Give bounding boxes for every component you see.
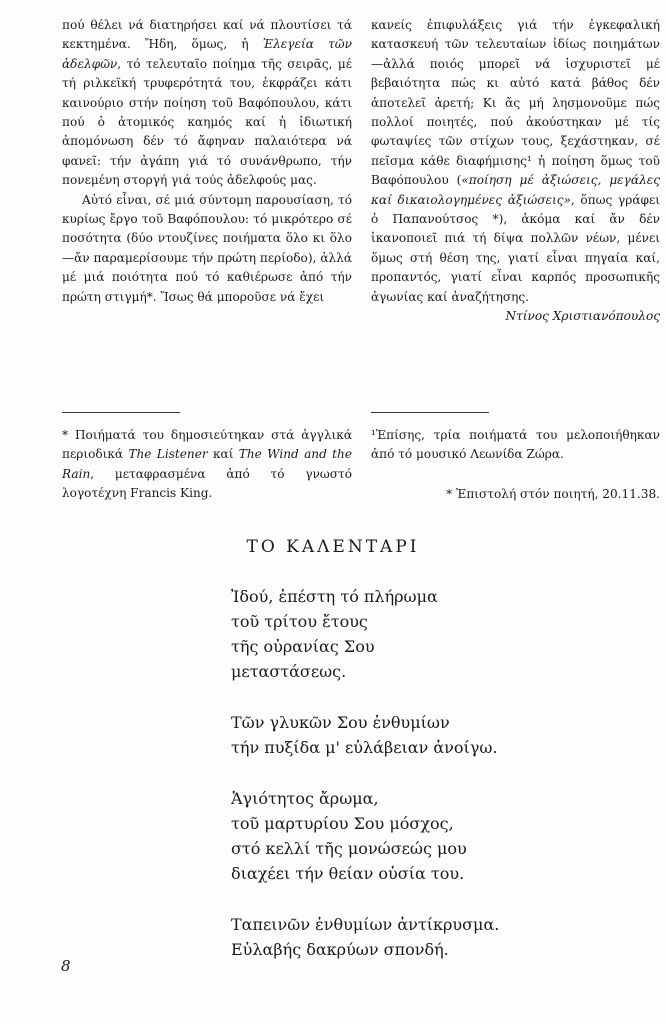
poem-line: Τῶν γλυκῶν Σου ἐνθυμίων: [231, 713, 450, 732]
elegy-title: Ἐλεγεία τῶν ἀδελφῶν: [62, 37, 352, 71]
right-paragraph-text-a: κανείς ἐπιφυλάξεις γιά τήν ἐγκεφαλική κατασκευή τῶν τελευταίων ἰδίως ποιημάτων—ἀλλά ποιός μπορεῖ νά ἰσχυριστεῖ μέ βεβαιότητα πώς κι αὐτό κατά βάθος δέν ἀποτελεῖ ἀρετή; Κι ἄς μή λησμονοῦμε πώς πολλοί ποιητές, πού ἀκούστηκαν μέ τίς φωταψίες τῶν στίχων τους, ξεχάστηκαν, σέ πεῖσμα κάθε διαφήμισης¹ ἡ ποίηση ὅμως τοῦ Βαφόπουλου (: [371, 18, 660, 188]
poem-line: τῆς οὐρανίας Σου: [231, 637, 375, 656]
left-paragraph-1-text-b: , τό τελευταῖο ποίημα τῆς σειρᾶς, μέ τή ριλκεϊκή τρυφερότητά του, ἐκφράζει κάτι καινούριο στήν ποίηση τοῦ Βαφόπουλου, κάτι πού ὁ ἀτομικός καημός καί ἡ ἰδιωτική ἀπομόνωση δέν τό ἄφηναν παλαιότερα νά φανεῖ: τήν ἀγάπη γιά τό συνάνθρωπο, τήν πονεμένη στοργή γιά τούς ἀδελφούς μας.: [62, 56, 352, 188]
left-text-column: [62, 16, 352, 307]
footnote-left-conjunction: καί: [207, 447, 239, 462]
poem-line: διαχέει τήν θείαν οὐσία του.: [231, 864, 465, 883]
poem-line: μεταστάσεως.: [231, 662, 347, 681]
footnote-divider-left: [62, 412, 180, 413]
poem-stanza: [231, 584, 631, 684]
poem-title: ΤΟ ΚΑΛΕΝΤΑΡΙ: [246, 537, 420, 557]
poem-line: τοῦ τρίτου ἔτους: [231, 612, 368, 631]
poem-body: [231, 584, 631, 988]
poem-line: τήν πυξίδα μ' εὐλάβειαν ἀνοίγω.: [231, 738, 498, 757]
poem-line: στό κελλί τῆς μονώσεώς μου: [231, 839, 467, 858]
poem-line: τοῦ μαρτυρίου Σου μόσχος,: [231, 814, 454, 833]
left-paragraph-2: Αὐτό εἶναι, σέ μιά σύντομη παρουσίαση, τό κυρίως ἔργο τοῦ Βαφόπουλου: τό μικρότερο σέ ποσότητα (δύο ντουζίνες ποιήματα ὅλο κι ὅλο—ἄν παραμερίσουμε τήν πρώτη περίοδο), ἀλλά μέ μιά ποιότητα πού τό καθιέρωσε ἀπό τήν πρώτη στιγμή*. Ἴσως θά μποροῦσε νά ἔχει: [62, 192, 352, 304]
footnote-left-text-b: , μεταφρασμένα ἀπό τό γνωστό λογοτέχνη Francis King.: [62, 466, 352, 501]
footnote-left: [62, 426, 352, 504]
footnote-right-1: ¹Ἐπίσης, τρία ποιήματά του μελοποιήθηκαν ἀπό τό μουσικό Λεωνίδα Ζώρα.: [371, 428, 660, 462]
right-paragraph: [371, 16, 660, 307]
footnote-right: [371, 426, 660, 504]
left-paragraph-1: [62, 16, 352, 191]
periodical-title-2: The Wind and the Rain: [62, 447, 352, 481]
footnote-divider-right: [371, 412, 489, 413]
poem-stanza: [231, 786, 631, 886]
author-signature: Ντίνος Χριστιανόπουλος: [505, 309, 660, 324]
right-paragraph-text-b: , ὅπως γράφει ὁ Παπανούτσος *), ἀκόμα καί ἄν δέν ἱκανοποιεῖ πιά τή δίψα πολλῶν νέων, μένει ὅμως στή θέση της, γιατί εἶναι πηγαία καί, προπαντός, γιατί εἶναι καρπός προσωπικῆς ἀγωνίας καί ἀναζήτησης.: [371, 192, 660, 304]
left-paragraph-1-text-a: πού θέλει νά διατηρήσει καί νά πλουτίσει τά κεκτημένα. Ἤδη, ὅμως, ἡ: [62, 18, 352, 52]
poem-line: Ἰδού, ἐπέστη τό πλήρωμα: [231, 587, 438, 606]
footnote-left-text-a: * Ποιήματά του δημοσιεύτηκαν στά ἀγγλικά περιοδικά: [62, 428, 352, 462]
poem-line: Εὐλαβής δακρύων σπονδή.: [231, 940, 449, 959]
quoted-phrase: «ποίηση μέ ἀξιώσεις, μεγάλες καί δικαιολογημένες ἀξιώσεις»: [371, 173, 660, 207]
poem-stanza: [231, 710, 631, 760]
page-number: 8: [61, 957, 71, 975]
periodical-title-1: The Listener: [128, 447, 208, 462]
poem-line: Ἁγιότητος ἄρωμα,: [231, 789, 379, 808]
poem-line: Ταπεινῶν ἐνθυμίων ἀντίκρυσμα.: [231, 915, 500, 934]
poem-stanza: [231, 912, 631, 962]
footnote-right-2: * Ἐπιστολή στόν ποιητή, 20.11.38.: [446, 486, 660, 501]
right-text-column: [371, 16, 660, 327]
